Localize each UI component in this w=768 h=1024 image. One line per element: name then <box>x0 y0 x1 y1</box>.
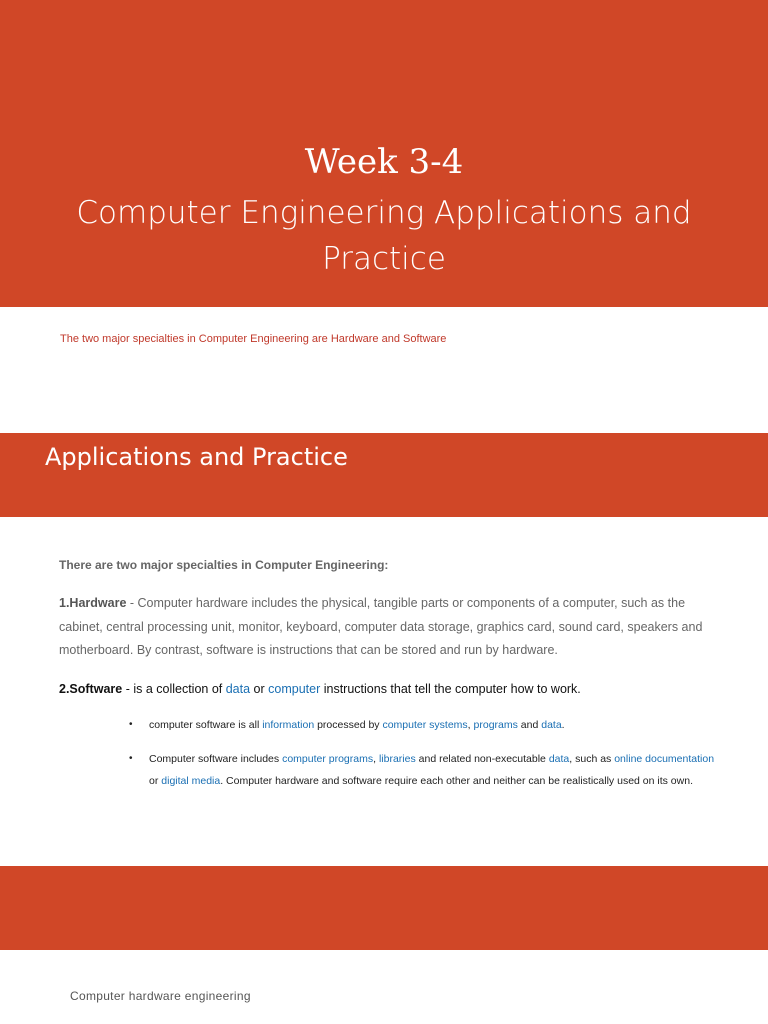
data-link[interactable]: data <box>548 753 570 765</box>
hardware-text: - Computer hardware includes the physical, tangible parts or components of a computer, such as the cabinet, central processing unit, monitor, keyboard, computer data storage, graphics card, sound card, speakers and motherboard. By contrast, software is instructions that can be stored and run by hardware. <box>59 596 703 657</box>
bullet2-text-1: Computer software includes <box>149 753 283 765</box>
list-item <box>109 748 719 792</box>
bullet2-text-4: , such as <box>569 753 615 765</box>
page-title: Computer Engineering Applications and Practice <box>76 195 692 277</box>
bullet2-text-3: and related non-executable <box>415 753 549 765</box>
software-paragraph <box>59 679 709 699</box>
data-link[interactable]: data <box>225 682 251 696</box>
data-link[interactable]: data <box>541 719 562 731</box>
programs-link[interactable]: programs <box>473 719 518 731</box>
week-label: Week 3-4 <box>304 142 464 182</box>
libraries-link[interactable]: libraries <box>378 753 416 765</box>
intro-text: There are two major specialties in Computer Engineering: <box>59 558 389 572</box>
digital-media-link[interactable]: digital media <box>161 775 221 787</box>
bullet1-text-3: , <box>467 719 474 731</box>
bullet1-text-1: computer software is all <box>149 719 263 731</box>
information-link[interactable]: information <box>262 719 315 731</box>
software-label: 2.Software <box>59 682 123 696</box>
computer-programs-link[interactable]: computer programs <box>282 753 374 765</box>
bullet1-text-2: processed by <box>314 719 383 731</box>
bullet2-text-5: or <box>149 775 162 787</box>
bullet2-text-6: . Computer hardware and software require each other and neither can be realistically used on its own. <box>220 775 693 787</box>
list-item <box>109 714 719 736</box>
bullet1-text-5: . <box>561 719 565 731</box>
bottom-band <box>0 866 768 950</box>
hardware-label: 1.Hardware <box>59 596 127 610</box>
subtitle-note: The two major specialties in Computer Engineering are Hardware and Software <box>60 333 447 345</box>
software-text-1: - is a collection of <box>122 682 226 696</box>
bullet1-text-4: and <box>517 719 542 731</box>
hardware-paragraph <box>59 592 709 663</box>
section-heading: Applications and Practice <box>45 443 348 471</box>
online-documentation-link[interactable]: online documentation <box>614 753 715 765</box>
footer-label: Computer hardware engineering <box>70 989 251 1003</box>
software-text-3: instructions that tell the computer how to work. <box>320 682 581 696</box>
software-text-2: or <box>250 682 269 696</box>
bullet2-text-2: , <box>373 753 379 765</box>
computer-link[interactable]: computer <box>268 682 321 696</box>
computer-systems-link[interactable]: computer systems <box>382 719 468 731</box>
software-bullet-list <box>109 714 719 792</box>
